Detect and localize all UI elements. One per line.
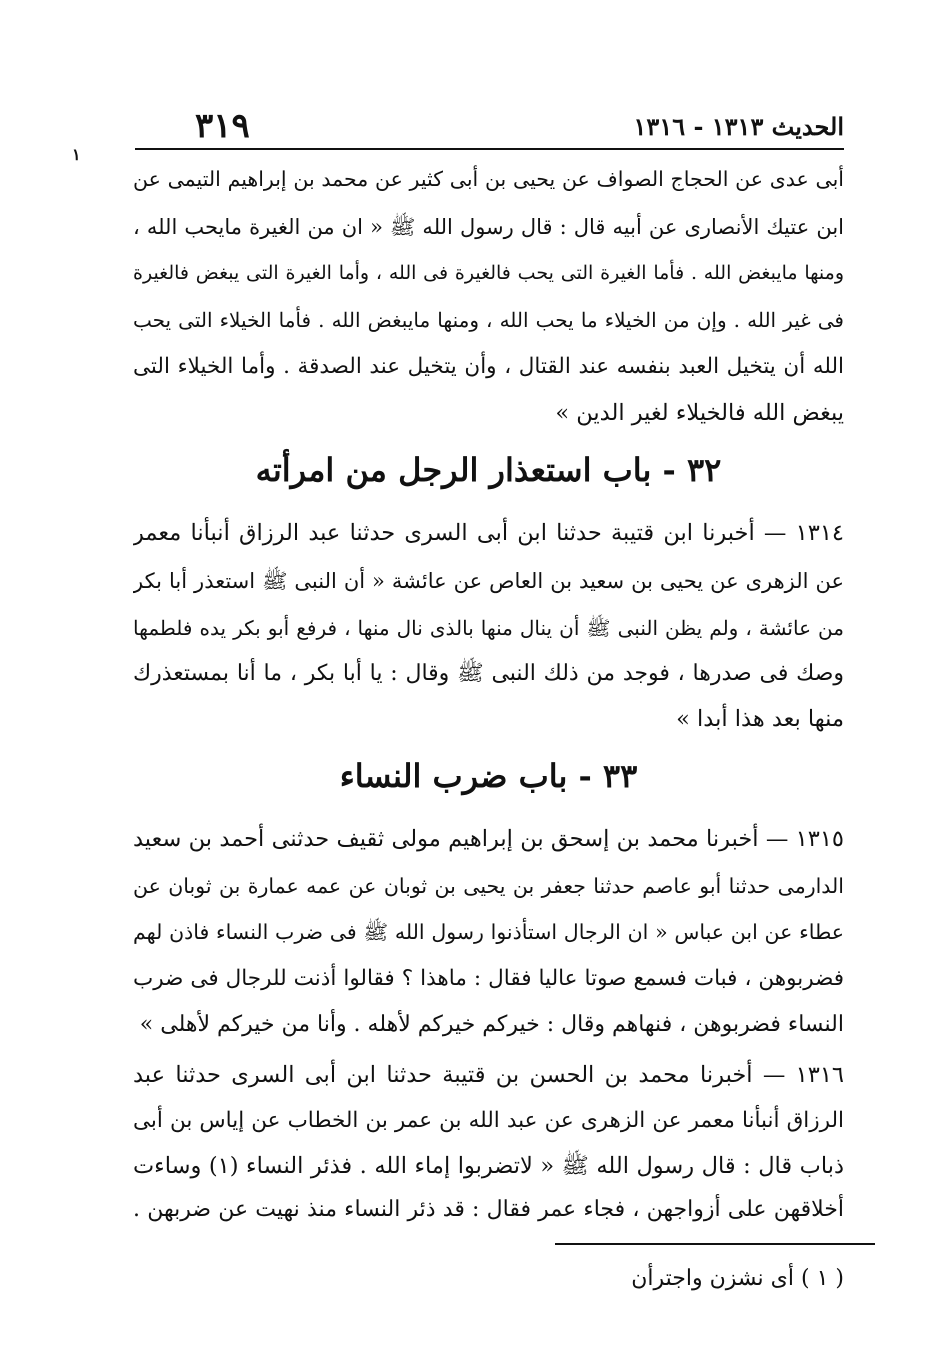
footnote: ( ١ ) أى نشزن واجترأن [631,1266,844,1291]
text-line: يبغض الله فالخيلاء لغير الدين » [555,400,844,426]
text-line: أخلاقهن على أزواجهن ، فجاء عمر فقال : قد ذئر النساء منذ نهيت عن ضربهن . [133,1197,844,1222]
text-line: عن الزهرى عن يحيى بن سعيد بن العاص عن عائشة « أن النبى ﷺ استعذر أبا بكر [133,569,844,593]
text-line: فى غير الله . وإن من الخيلاء ما يحب الله ، ومنها مايبغض الله . فأما الخيلاء التى يحب [133,308,844,332]
text-line: عطاء عن ابن عباس « ان الرجال استأذنوا رسول الله ﷺ فى ضرب النساء فاذن لهم [133,920,844,944]
text-line: فضربوهن ، فبات فسمع صوتا عاليا فقال : ماهذا ؟ فقالوا أذنت للرجال فى ضرب [133,966,844,991]
text-line: ١٣١٤ — أخبرنا ابن قتيبة حدثنا ابن أبى السرى حدثنا عبد الرزاق أنبأنا معمر [133,520,844,546]
text-line: ١٣١٦ — أخبرنا محمد بن الحسن بن قتيبة حدثنا ابن أبى السرى حدثنا عبد [133,1062,844,1088]
running-title: الحديث ١٣١٣ - ١٣١٦ [633,112,844,141]
text-line: الله أن يتخيل العبد بنفسه عند القتال ، وأن يتخيل عند الصدقة . وأما الخيلاء التى [133,354,844,379]
page-header [135,108,844,150]
text-line: ابن عتيك الأنصارى عن أبيه قال : قال رسول الله ﷺ « ان من الغيرة مايحب الله ، [133,215,844,239]
text-line: من عائشة ، ولم يظن النبى ﷺ أن ينال منها بالذى نال منها ، فرفع أبو بكر يده فلطمها [133,616,844,640]
text-line: منها بعد هذا أبدا » [676,706,844,732]
text-line: ١٣١٥ — أخبرنا محمد بن إسحق بن إبراهيم مولى ثقيف حدثنى أحمد بن سعيد [133,826,844,852]
chapter-heading: ٣٣ - باب ضرب النساء [339,757,638,795]
footnote-rule [555,1243,875,1245]
chapter-heading: ٣٢ - باب استعذار الرجل من امرأته [255,451,722,489]
text-line: الدارمى حدثنا أبو عاصم حدثنا جعفر بن يحيى بن ثوبان عن عمه عمارة بن ثوبان عن [133,874,844,898]
text-line: وصك فى صدرها ، فوجد من ذلك النبى ﷺ وقال : يا أبا بكر ، ما أنا بمستعذرك [133,661,844,686]
text-line: الرزاق أنبأنا معمر عن الزهرى عن عبد الله بن عمر بن الخطاب عن إياس بن أبى [133,1108,844,1133]
text-line: ومنها مايبغض الله . فأما الغيرة التى يحب فالغيرة فى الله ، وأما الغيرة التى يبغض فالغيرة [133,262,844,284]
text-line: النساء فضربوهن ، فنهاهم وقال : خيركم خيركم لأهله . وأنا من خيركم لأهلى » [139,1012,844,1037]
text-line: أبى عدى عن الحجاج الصواف عن يحيى بن أبى كثير عن محمد بن إبراهيم التيمى عن [133,167,844,191]
page-number: ٣١٩ [195,106,250,146]
text-line: ذباب قال : قال رسول الله ﷺ « لاتضربوا إماء الله . فذئر النساء (١) وساءت [133,1153,844,1179]
margin-mark: ١ [72,145,81,164]
